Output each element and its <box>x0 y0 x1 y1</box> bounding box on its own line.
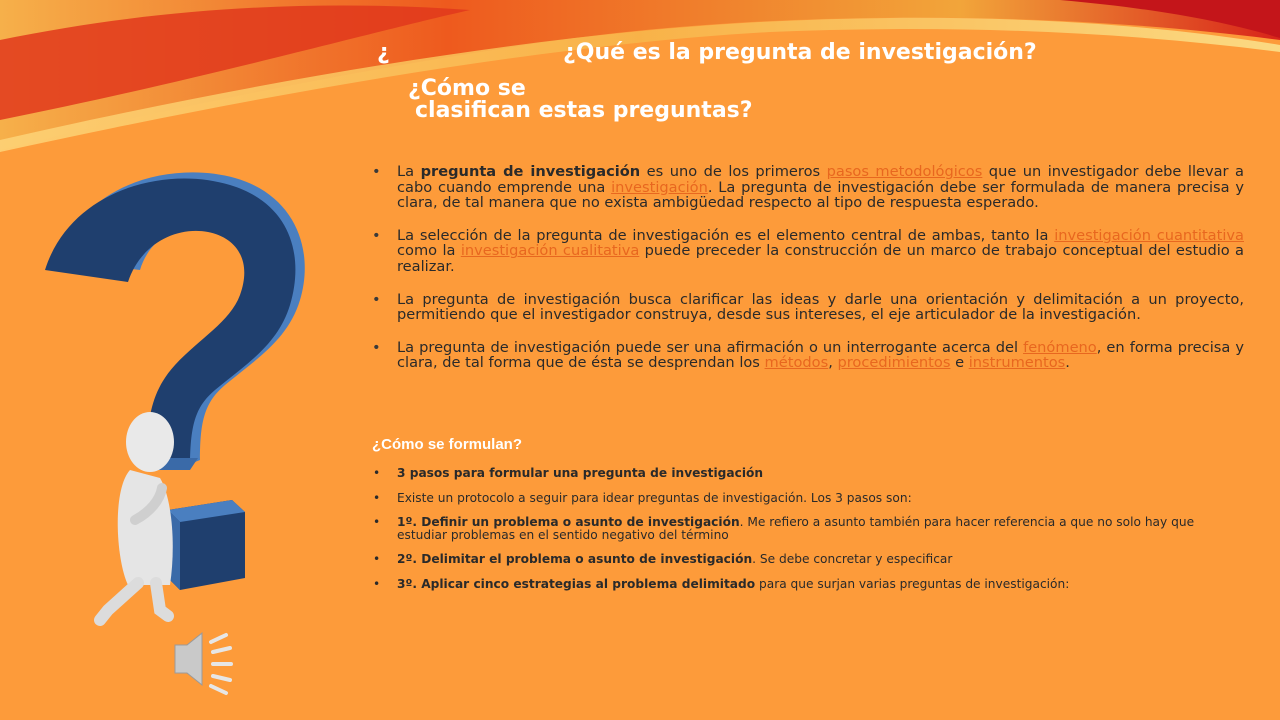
link-procedimientos[interactable]: procedimientos <box>837 354 951 372</box>
thinking-person-figure <box>100 412 174 620</box>
link-pasos-metodologicos[interactable]: pasos metodológicos <box>826 163 983 180</box>
link-investigacion-cualitativa[interactable]: investigación cualitativa <box>460 242 640 260</box>
link-investigacion-cuantitativa[interactable]: investigación cuantitativa <box>1054 226 1244 244</box>
bullet-item: • La selección de la pregunta de investigación es el elemento central de ambas, tanto la investigación cuantitativa como la investigación cualitativa puede preceder la construcción de un marco de trabajo conceptual del estudio a realizar. <box>372 228 1244 275</box>
header-swoosh-decoration <box>0 0 1280 160</box>
bullet-item: • La pregunta de investigación busca clarificar las ideas y darle una orientación y delimitación a un proyecto, permitiendo que el investigador construya, desde sus intereses, el eje articulador de la investigación. <box>372 292 1244 323</box>
list-item: • 2º. Delimitar el problema o asunto de investigación. Se debe concretar y especificar <box>372 553 1244 566</box>
link-fenomeno[interactable]: fenómeno <box>1023 338 1097 356</box>
section-heading-como-se-formulan: ¿Cómo se formulan? <box>372 436 523 453</box>
slide-subtitle-line-2: clasifican estas preguntas? <box>415 98 753 123</box>
main-content <box>372 164 1244 388</box>
list-item: • Existe un protocolo a seguir para idear preguntas de investigación. Los 3 pasos son: <box>372 492 1244 505</box>
bullet-item: • La pregunta de investigación puede ser una afirmación o un interrogante acerca del fenómeno, en forma precisa y clara, de tal forma que de ésta se desprendan los métodos, procedimientos e instrumentos. <box>372 340 1244 371</box>
question-mark-3d-icon <box>45 172 305 590</box>
bullet-item: • La pregunta de investigación es uno de los primeros pasos metodológicos que un investigador debe llevar a cabo cuando emprende una investigación. La pregunta de investigación debe ser formulada de manera precisa y clara, de tal manera que no exista ambigüedad respecto al tipo de respuesta esperado. <box>372 164 1244 211</box>
link-instrumentos[interactable]: instrumentos <box>968 354 1066 372</box>
slide-title: ¿Qué es la pregunta de investigación? <box>563 40 1037 65</box>
list-item: • 1º. Definir un problema o asunto de investigación. Me refiero a asunto también para hacer referencia a que no solo hay que estudiar problemas en el sentido negativo del término <box>372 516 1244 541</box>
list-item: • 3º. Aplicar cinco estrategias al problema delimitado para que surjan varias preguntas de investigación: <box>372 578 1244 591</box>
list-item: • 3 pasos para formular una pregunta de investigación <box>372 467 1244 480</box>
link-investigacion[interactable]: investigación <box>611 178 708 196</box>
steps-list <box>372 467 1244 602</box>
slide-subtitle-line-1: ¿Cómo se <box>408 76 526 101</box>
link-metodos[interactable]: métodos <box>764 354 829 372</box>
definition-bullet-list <box>372 164 1244 371</box>
title-question-mark: ¿ <box>377 40 390 65</box>
question-mark-figure-illustration <box>0 150 370 720</box>
speaker-icon[interactable] <box>175 633 231 693</box>
